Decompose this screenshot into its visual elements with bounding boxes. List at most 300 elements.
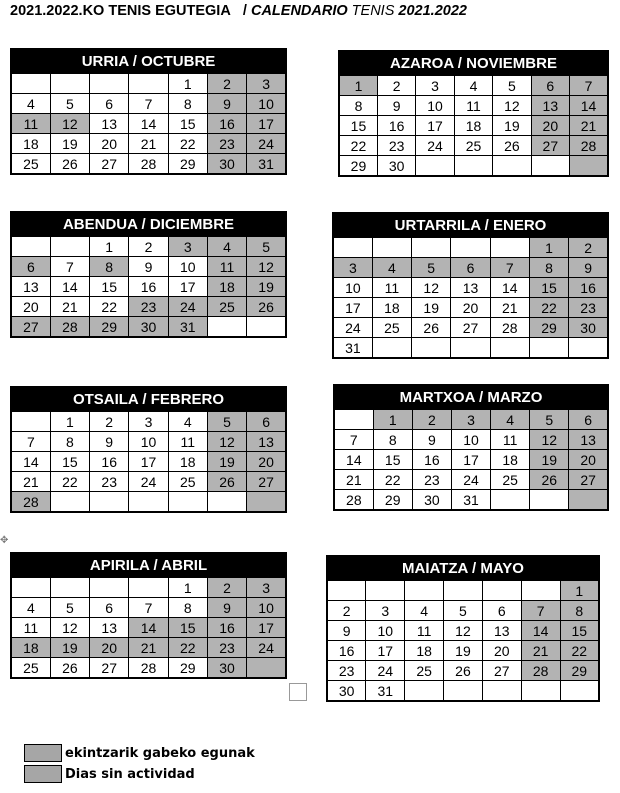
- day-cell: [490, 237, 529, 258]
- day-cell: 31: [168, 317, 207, 338]
- day-cell: 3: [168, 236, 207, 257]
- day-cell: [247, 658, 286, 679]
- month-header: ABENDUA / DICIEMBRE: [11, 212, 286, 236]
- month-header: URRIA / OCTUBRE: [11, 49, 286, 73]
- day-cell: 31: [451, 490, 490, 511]
- day-cell: [569, 490, 608, 511]
- day-cell: [247, 492, 286, 513]
- month-header: URTARRILA / ENERO: [333, 213, 608, 237]
- day-cell: 14: [334, 450, 373, 470]
- day-cell: 23: [207, 134, 246, 154]
- day-cell: 9: [207, 94, 246, 114]
- day-cell: 14: [490, 278, 529, 298]
- week-row: [334, 430, 608, 450]
- week-row: [333, 318, 608, 338]
- day-cell: 31: [366, 681, 405, 702]
- day-cell: 1: [168, 577, 207, 598]
- day-cell: 12: [493, 96, 531, 116]
- day-cell: [129, 577, 168, 598]
- day-cell: 18: [11, 134, 50, 154]
- day-cell: 26: [247, 297, 286, 317]
- day-cell: 12: [412, 278, 451, 298]
- day-cell: 15: [339, 116, 377, 136]
- move-handle-icon[interactable]: ✥: [0, 535, 9, 546]
- day-cell: 20: [90, 134, 129, 154]
- day-cell: 24: [247, 134, 286, 154]
- day-cell: [366, 580, 405, 601]
- month-header: MAIATZA / MAYO: [327, 556, 599, 580]
- day-cell: 25: [405, 661, 444, 681]
- day-cell: [90, 492, 129, 513]
- calendar-march: [333, 384, 609, 511]
- calendar-may: [326, 555, 600, 702]
- day-cell: [327, 580, 366, 601]
- day-cell: [521, 681, 560, 702]
- week-row: [11, 257, 286, 277]
- day-cell: 18: [405, 641, 444, 661]
- day-cell: 6: [482, 601, 521, 621]
- day-cell: 17: [416, 116, 454, 136]
- day-cell: 24: [416, 136, 454, 156]
- day-cell: 20: [531, 116, 569, 136]
- day-cell: 5: [207, 411, 246, 432]
- day-cell: [530, 490, 569, 511]
- day-cell: 7: [129, 94, 168, 114]
- day-cell: 27: [90, 154, 129, 175]
- day-cell: 21: [50, 297, 89, 317]
- day-cell: [451, 338, 490, 359]
- day-cell: [405, 681, 444, 702]
- day-cell: 2: [207, 577, 246, 598]
- day-cell: 4: [454, 75, 492, 96]
- day-cell: 6: [569, 409, 608, 430]
- day-cell: 22: [50, 472, 89, 492]
- day-cell: 27: [531, 136, 569, 156]
- day-cell: 17: [366, 641, 405, 661]
- day-cell: 30: [207, 154, 246, 175]
- title-basque: 2021.2022.KO TENIS EGUTEGIA: [10, 3, 231, 19]
- day-cell: 6: [90, 94, 129, 114]
- day-cell: 13: [531, 96, 569, 116]
- month-table: [10, 48, 287, 175]
- day-cell: 11: [405, 621, 444, 641]
- week-row: [11, 134, 286, 154]
- day-cell: 18: [372, 298, 411, 318]
- day-cell: 11: [207, 257, 246, 277]
- title-tenis: TENIS: [351, 3, 395, 19]
- legend-swatch: [24, 765, 62, 783]
- day-cell: 24: [366, 661, 405, 681]
- day-cell: [372, 338, 411, 359]
- day-cell: 25: [11, 658, 50, 679]
- day-cell: 23: [377, 136, 415, 156]
- day-cell: [129, 492, 168, 513]
- day-cell: 2: [327, 601, 366, 621]
- day-cell: 7: [521, 601, 560, 621]
- week-row: [11, 411, 286, 432]
- day-cell: 21: [521, 641, 560, 661]
- day-cell: 8: [50, 432, 89, 452]
- day-cell: 5: [412, 258, 451, 278]
- week-row: [11, 472, 286, 492]
- week-row: [11, 154, 286, 175]
- day-cell: 26: [50, 154, 89, 175]
- day-cell: [570, 156, 608, 177]
- day-cell: 12: [207, 432, 246, 452]
- week-row: [339, 156, 608, 177]
- day-cell: 18: [491, 450, 530, 470]
- day-cell: 7: [129, 598, 168, 618]
- day-cell: 12: [444, 621, 483, 641]
- day-cell: 13: [482, 621, 521, 641]
- week-row: [339, 75, 608, 96]
- day-cell: 12: [247, 257, 286, 277]
- day-cell: [444, 580, 483, 601]
- month-header: APIRILA / ABRIL: [11, 553, 286, 577]
- calendar-december: [10, 211, 287, 338]
- day-cell: 6: [11, 257, 50, 277]
- day-cell: 9: [327, 621, 366, 641]
- day-cell: 8: [529, 258, 568, 278]
- day-cell: 18: [454, 116, 492, 136]
- day-cell: 15: [90, 277, 129, 297]
- day-cell: 24: [129, 472, 168, 492]
- calendar-january: [332, 212, 609, 359]
- day-cell: [560, 681, 599, 702]
- day-cell: 17: [451, 450, 490, 470]
- day-cell: 19: [530, 450, 569, 470]
- day-cell: 16: [327, 641, 366, 661]
- day-cell: 19: [247, 277, 286, 297]
- day-cell: 7: [490, 258, 529, 278]
- day-cell: 20: [482, 641, 521, 661]
- month-header: MARTXOA / MARZO: [334, 385, 608, 409]
- day-cell: [129, 73, 168, 94]
- day-cell: 20: [11, 297, 50, 317]
- day-cell: 30: [377, 156, 415, 177]
- week-row: [327, 621, 599, 641]
- day-cell: 13: [569, 430, 608, 450]
- day-cell: 28: [129, 154, 168, 175]
- day-cell: 26: [207, 472, 246, 492]
- day-cell: 19: [493, 116, 531, 136]
- day-cell: 26: [50, 658, 89, 679]
- day-cell: 24: [451, 470, 490, 490]
- day-cell: 22: [373, 470, 412, 490]
- week-row: [334, 490, 608, 511]
- day-cell: 2: [90, 411, 129, 432]
- day-cell: 18: [207, 277, 246, 297]
- day-cell: 27: [11, 317, 50, 338]
- legend-item-basque: [24, 744, 255, 762]
- day-cell: 8: [339, 96, 377, 116]
- day-cell: [168, 492, 207, 513]
- day-cell: 25: [11, 154, 50, 175]
- week-row: [333, 278, 608, 298]
- page-title: [10, 3, 467, 19]
- week-row: [11, 297, 286, 317]
- day-cell: [90, 73, 129, 94]
- month-table: [326, 555, 600, 702]
- day-cell: 16: [569, 278, 608, 298]
- day-cell: 11: [168, 432, 207, 452]
- day-cell: [11, 236, 50, 257]
- day-cell: 13: [247, 432, 286, 452]
- day-cell: 7: [334, 430, 373, 450]
- day-cell: 19: [412, 298, 451, 318]
- week-row: [11, 492, 286, 513]
- day-cell: [207, 317, 246, 338]
- day-cell: 14: [50, 277, 89, 297]
- day-cell: 26: [444, 661, 483, 681]
- day-cell: 21: [11, 472, 50, 492]
- day-cell: 17: [247, 114, 286, 134]
- day-cell: 12: [50, 618, 89, 638]
- week-row: [11, 94, 286, 114]
- day-cell: 10: [366, 621, 405, 641]
- day-cell: [416, 156, 454, 177]
- day-cell: 11: [11, 114, 50, 134]
- week-row: [339, 116, 608, 136]
- day-cell: 28: [129, 658, 168, 679]
- day-cell: 23: [90, 472, 129, 492]
- week-row: [11, 598, 286, 618]
- day-cell: 4: [11, 94, 50, 114]
- day-cell: 23: [412, 470, 451, 490]
- week-row: [333, 338, 608, 359]
- day-cell: 17: [168, 277, 207, 297]
- day-cell: 21: [129, 134, 168, 154]
- day-cell: 15: [168, 114, 207, 134]
- day-cell: [90, 577, 129, 598]
- day-cell: 5: [247, 236, 286, 257]
- day-cell: 29: [373, 490, 412, 511]
- day-cell: 26: [530, 470, 569, 490]
- week-row: [11, 658, 286, 679]
- day-cell: 21: [334, 470, 373, 490]
- month-table: [10, 211, 287, 338]
- day-cell: [529, 338, 568, 359]
- day-cell: 8: [373, 430, 412, 450]
- day-cell: [372, 237, 411, 258]
- day-cell: 16: [377, 116, 415, 136]
- day-cell: 15: [373, 450, 412, 470]
- day-cell: 13: [451, 278, 490, 298]
- day-cell: 22: [560, 641, 599, 661]
- day-cell: 7: [570, 75, 608, 96]
- day-cell: 3: [416, 75, 454, 96]
- day-cell: 26: [493, 136, 531, 156]
- day-cell: 24: [333, 318, 372, 338]
- day-cell: 5: [493, 75, 531, 96]
- day-cell: 14: [129, 618, 168, 638]
- day-cell: 12: [530, 430, 569, 450]
- day-cell: [569, 338, 608, 359]
- day-cell: 10: [451, 430, 490, 450]
- day-cell: 6: [451, 258, 490, 278]
- day-cell: 3: [366, 601, 405, 621]
- day-cell: [482, 580, 521, 601]
- week-row: [339, 136, 608, 156]
- calendar-april: [10, 552, 287, 679]
- day-cell: [50, 73, 89, 94]
- day-cell: 20: [247, 452, 286, 472]
- day-cell: 16: [129, 277, 168, 297]
- day-cell: 11: [491, 430, 530, 450]
- day-cell: 3: [247, 73, 286, 94]
- day-cell: 3: [333, 258, 372, 278]
- day-cell: 21: [129, 638, 168, 658]
- day-cell: 19: [50, 134, 89, 154]
- day-cell: 17: [333, 298, 372, 318]
- day-cell: 3: [247, 577, 286, 598]
- day-cell: 9: [90, 432, 129, 452]
- day-cell: 31: [247, 154, 286, 175]
- day-cell: 15: [50, 452, 89, 472]
- day-cell: 13: [11, 277, 50, 297]
- day-cell: 12: [50, 114, 89, 134]
- day-cell: [444, 681, 483, 702]
- day-cell: 5: [444, 601, 483, 621]
- week-row: [334, 470, 608, 490]
- day-cell: 8: [168, 94, 207, 114]
- day-cell: 28: [11, 492, 50, 513]
- day-cell: 15: [529, 278, 568, 298]
- day-cell: 9: [412, 430, 451, 450]
- week-row: [11, 114, 286, 134]
- day-cell: 25: [207, 297, 246, 317]
- day-cell: 4: [168, 411, 207, 432]
- day-cell: 27: [482, 661, 521, 681]
- week-row: [11, 236, 286, 257]
- day-cell: 16: [90, 452, 129, 472]
- day-cell: [50, 492, 89, 513]
- day-cell: 5: [530, 409, 569, 430]
- day-cell: 22: [90, 297, 129, 317]
- day-cell: 4: [207, 236, 246, 257]
- week-row: [327, 661, 599, 681]
- day-cell: 9: [569, 258, 608, 278]
- day-cell: [333, 237, 372, 258]
- day-cell: 26: [412, 318, 451, 338]
- day-cell: 4: [405, 601, 444, 621]
- day-cell: 28: [334, 490, 373, 511]
- calendar-october: [10, 48, 287, 175]
- week-row: [333, 298, 608, 318]
- week-row: [339, 96, 608, 116]
- day-cell: 27: [569, 470, 608, 490]
- day-cell: 2: [569, 237, 608, 258]
- day-cell: 6: [90, 598, 129, 618]
- day-cell: 19: [207, 452, 246, 472]
- day-cell: 28: [521, 661, 560, 681]
- day-cell: 2: [412, 409, 451, 430]
- empty-checkbox[interactable]: [289, 683, 307, 701]
- month-table: [10, 552, 287, 679]
- day-cell: 6: [247, 411, 286, 432]
- day-cell: 5: [50, 94, 89, 114]
- day-cell: 8: [168, 598, 207, 618]
- day-cell: [334, 409, 373, 430]
- month-table: [332, 212, 609, 359]
- day-cell: [454, 156, 492, 177]
- day-cell: 8: [90, 257, 129, 277]
- day-cell: 29: [529, 318, 568, 338]
- day-cell: 16: [412, 450, 451, 470]
- day-cell: 11: [454, 96, 492, 116]
- day-cell: [491, 490, 530, 511]
- day-cell: 30: [412, 490, 451, 511]
- day-cell: 11: [372, 278, 411, 298]
- week-row: [327, 601, 599, 621]
- day-cell: 23: [207, 638, 246, 658]
- day-cell: 29: [560, 661, 599, 681]
- day-cell: 9: [207, 598, 246, 618]
- day-cell: 10: [247, 598, 286, 618]
- day-cell: 17: [129, 452, 168, 472]
- day-cell: 25: [168, 472, 207, 492]
- week-row: [327, 580, 599, 601]
- day-cell: 21: [490, 298, 529, 318]
- day-cell: [207, 492, 246, 513]
- week-row: [11, 73, 286, 94]
- day-cell: 23: [569, 298, 608, 318]
- day-cell: 29: [168, 658, 207, 679]
- week-row: [11, 317, 286, 338]
- day-cell: 2: [377, 75, 415, 96]
- week-row: [11, 432, 286, 452]
- day-cell: 21: [570, 116, 608, 136]
- day-cell: 14: [570, 96, 608, 116]
- day-cell: 1: [168, 73, 207, 94]
- legend-label: ekintzarik gabeko egunak: [65, 745, 255, 761]
- day-cell: 4: [491, 409, 530, 430]
- day-cell: 2: [207, 73, 246, 94]
- day-cell: 1: [373, 409, 412, 430]
- day-cell: 29: [339, 156, 377, 177]
- day-cell: 30: [569, 318, 608, 338]
- day-cell: 30: [129, 317, 168, 338]
- day-cell: 10: [416, 96, 454, 116]
- day-cell: 22: [168, 134, 207, 154]
- day-cell: 6: [531, 75, 569, 96]
- day-cell: 16: [207, 618, 246, 638]
- day-cell: [482, 681, 521, 702]
- day-cell: 10: [333, 278, 372, 298]
- week-row: [327, 641, 599, 661]
- day-cell: 2: [129, 236, 168, 257]
- legend-item-spanish: [24, 765, 195, 783]
- day-cell: [412, 237, 451, 258]
- day-cell: 13: [90, 114, 129, 134]
- day-cell: 1: [339, 75, 377, 96]
- day-cell: [412, 338, 451, 359]
- day-cell: 29: [168, 154, 207, 175]
- day-cell: 16: [207, 114, 246, 134]
- day-cell: 19: [50, 638, 89, 658]
- day-cell: 27: [90, 658, 129, 679]
- day-cell: 1: [529, 237, 568, 258]
- day-cell: [11, 577, 50, 598]
- day-cell: 25: [491, 470, 530, 490]
- day-cell: 13: [90, 618, 129, 638]
- week-row: [334, 409, 608, 430]
- title-calendario: CALENDARIO: [250, 3, 348, 19]
- day-cell: [451, 237, 490, 258]
- day-cell: 10: [168, 257, 207, 277]
- day-cell: [405, 580, 444, 601]
- day-cell: 28: [490, 318, 529, 338]
